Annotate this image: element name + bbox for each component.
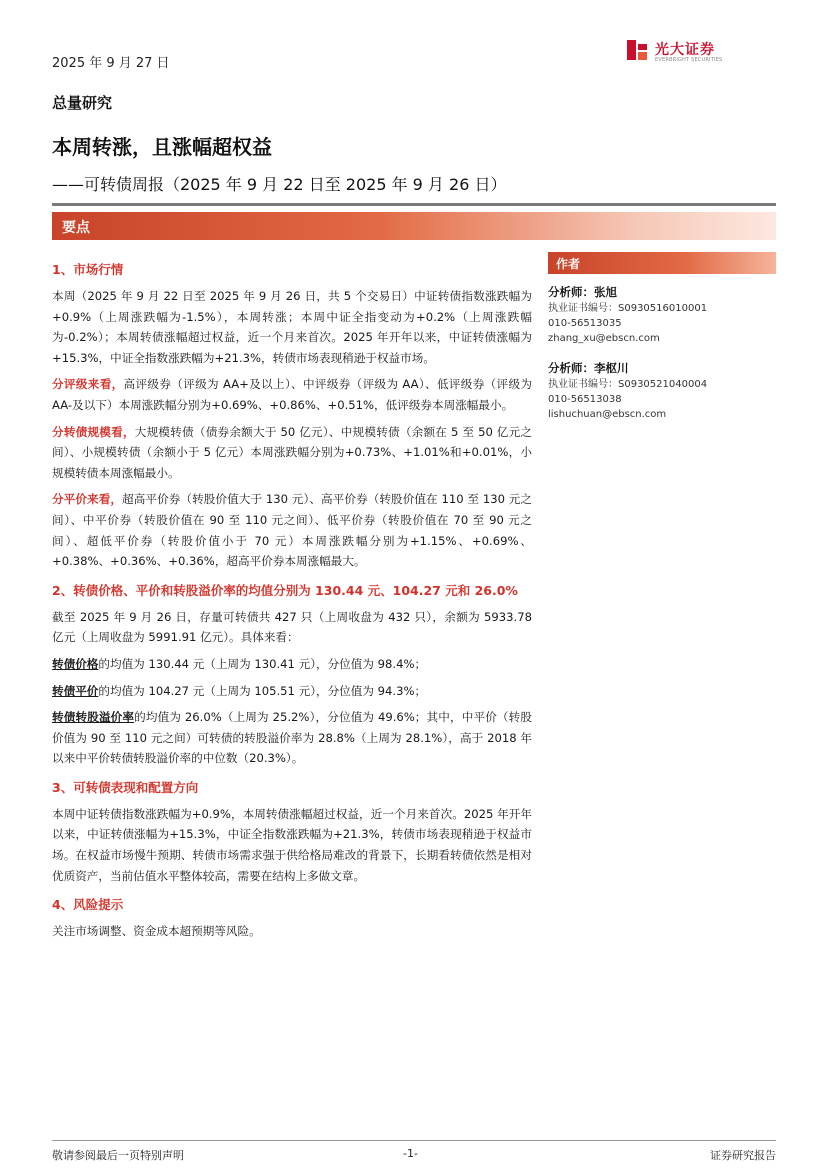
section-1-paragraph-parity <box>52 489 532 571</box>
analyst-phone: 010-56513038 <box>548 394 622 405</box>
rating-text: 高评级券（评级为 AA+及以上）、中评级券（评级为 AA）、低评级券（评级为 AA-及以下）本周涨跌幅分别为+0.69%、+0.86%、+0.51%，低评级券本周涨幅最小。 <box>52 377 532 412</box>
section-3-title: 3、可转债表现和配置方向 <box>52 779 199 795</box>
premium-lead: 转债转股溢价率 <box>52 710 135 725</box>
page-number: -1- <box>403 1147 418 1160</box>
section-3-paragraph-1: 本周中证转债指数涨跌幅为+0.9%，本周转债涨幅超过权益，近一个月来首次。2025 年开年以来，中证转债涨幅为+15.3%，中证全指数涨跌幅为+21.3%，转债市场表现稍逊于权益市场。在权益市场慢牛预期、转债市场需求强于供给格局难改的背景下，长期看转债依然是相对优质资产，当前估值水平整体较高，需要在结构上多做文章。 <box>52 806 532 883</box>
section-1-title: 1、市场行情 <box>52 262 124 277</box>
author-banner <box>548 252 776 274</box>
company-logo <box>625 38 735 68</box>
analyst-card <box>548 360 776 422</box>
section-2-parity <box>52 681 532 702</box>
analyst-email[interactable]: zhang_xu@ebscn.com <box>548 333 660 344</box>
author-label: 作者 <box>556 257 581 271</box>
footer-divider <box>52 1140 776 1141</box>
section-4-paragraph-1: 关注市场调整、资金成本超预期等风险。 <box>52 924 261 939</box>
report-title: 本周转涨，且涨幅超权益 <box>52 135 272 159</box>
key-points-label: 要点 <box>62 220 90 236</box>
author-sidebar <box>548 252 776 422</box>
price-text: 的均值为 130.44 元（上周为 130.41 元），分位值为 98.4%； <box>98 656 427 671</box>
analyst-name: 分析师：张旭 <box>548 285 617 299</box>
parity-lead: 分平价来看， <box>52 492 123 507</box>
section-4-title: 4、风险提示 <box>52 897 124 913</box>
section-1-paragraph-1: 本周（2025 年 9 月 22 日至 2025 年 9 月 26 日，共 5 个交易日）中证转债指数涨跌幅为+0.9%（上周涨跌幅为-1.5%），本周转涨；本周中证全指变动为+0.2%（上周涨跌幅为-0.2%）；本周转债涨幅超过权益，近一个月来首次。2025 年开年以来，中证转债涨幅为+15.3%，中证全指数涨跌幅为+21.3%，转债市场表现稍逊于权益市场。 <box>52 289 532 365</box>
analyst-card <box>548 284 776 346</box>
parity-value-lead: 转债平价 <box>52 683 99 698</box>
rating-lead: 分评级来看， <box>52 377 124 392</box>
section-2-price <box>52 654 532 675</box>
section-2-premium <box>52 707 532 769</box>
analyst-name: 分析师：李枢川 <box>548 361 629 375</box>
section-1-paragraph-rating <box>52 374 532 415</box>
analyst-cert: 执业证书编号：S0930516010001 <box>548 303 708 314</box>
logo-subtitle: EVERBRIGHT SECURITIES <box>655 57 723 63</box>
footer-disclaimer-link[interactable]: 敬请参阅最后一页特别声明 <box>52 1149 184 1162</box>
main-content <box>52 260 532 942</box>
footer-report-type: 证券研究报告 <box>710 1149 776 1162</box>
premium-text: 的均值为 26.0%（上周为 25.2%），分位值为 49.6%；其中，中平价（转股价值为 90 至 110 元之间）可转债的转股溢价率为 28.8%（上周为 28.1%），高于 2018 年以来中平价转债转股溢价率的中位数（20.3%）。 <box>52 710 532 766</box>
logo-name: 光大证券 <box>655 42 715 58</box>
report-category: 总量研究 <box>52 94 113 112</box>
key-points-banner <box>52 212 776 240</box>
parity-text: 超高平价券（转股价值大于 130 元）、高平价券（转股价值在 110 至 130 元之间）、中平价券（转股价值在 90 至 110 元之间）、低平价券（转股价值在 70 至 90 元之间）、超低平价券（转股价值小于 70 元）本周涨跌幅分别为+1.15%、+0.69%、+0.38%、+0.36%、+0.36%，超高平价券本周涨幅最大。 <box>52 492 532 569</box>
analyst-cert: 执业证书编号：S0930521040004 <box>548 379 708 390</box>
report-date: 2025 年 9 月 27 日 <box>52 56 170 71</box>
report-subtitle: ——可转债周报（2025 年 9 月 22 日至 2025 年 9 月 26 日） <box>52 175 507 194</box>
analyst-email[interactable]: lishuchuan@ebscn.com <box>548 409 667 420</box>
title-divider <box>52 203 776 206</box>
section-2-title: 2、转债价格、平价和转股溢价率的均值分别为 130.44 元、104.27 元和 26.0% <box>52 582 518 598</box>
section-2-paragraph-1: 截至 2025 年 9 月 26 日，存量可转债共 427 只（上周收盘为 432 只），余额为 5933.78 亿元（上周收盘为 5991.91 亿元）。具体来看： <box>52 609 532 645</box>
size-lead: 分转债规模看， <box>52 424 135 439</box>
analyst-phone: 010-56513035 <box>548 318 622 329</box>
price-lead: 转债价格 <box>52 656 99 671</box>
section-1-paragraph-size <box>52 422 532 484</box>
parity-value-text: 的均值为 104.27 元（上周为 105.51 元），分位值为 94.3%； <box>98 683 427 698</box>
logo-mark-icon <box>625 38 649 64</box>
size-text: 大规模转债（债券余额大于 50 亿元）、中规模转债（余额在 5 至 50 亿元之间）、小规模转债（余额小于 5 亿元）本周涨跌幅分别为+0.73%、+1.01%和+0.01%，小规模转债本周涨幅最小。 <box>52 424 532 480</box>
